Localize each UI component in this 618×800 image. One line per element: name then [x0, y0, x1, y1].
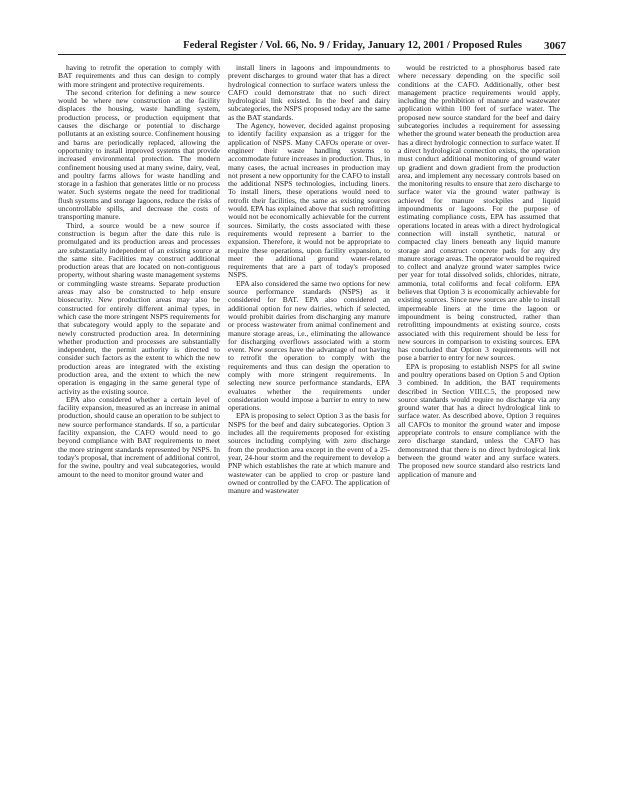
page-number: 3067 [544, 40, 566, 52]
paragraph: install liners in lagoons and impoundments to prevent discharges to ground water that has a direct hydrological connection to surface waters unless the CAFO could demonstrate that no such direct hydrological link existed. In the beef and dairy subcategories, the NSPS proposed today are the same as the BAT standards. [228, 63, 390, 122]
column-1 [58, 64, 220, 479]
paragraph: EPA also considered the same two options for new source performance standards (NSPS) as it considered for BAT. EPA also considered an additional option for new dairies, which if selected, would prohibit dairies from discharging any manure or process wastewater from animal confinement and manure storage areas, i.e., eliminating the allowance for discharging overflows associated with a storm event. New sources have the advantage of not having to retrofit the operation to comply with the requirements and thus can design the operation to comply with more stringent requirements. In selecting new source performance standards, EPA evaluates whether the requirements under consideration would impose a barrier to entry to new operations. [228, 278, 390, 413]
paragraph: would be restricted to a phosphorus based rate where necessary depending on the specific soil conditions at the CAFO. Additionally, other best management practice requirements would apply, including the prohibition of manure and wastewater application within 100 feet of surface water. The proposed new source standard for the beef and dairy subcategories includes a requirement for assessing whether the ground water beneath the production area has a direct hydrologic connection to surface water. If a direct hydrological connection exists, the operation must conduct additional monitoring of ground water up gradient and down gradient from the production area, and implement any necessary controls based on the monitoring results to ensure that zero discharge to surface water via the ground water pathway is achieved for manure stockpiles and liquid impoundments or lagoons. For the purpose of estimating compliance costs, EPA has assumed that operations located in areas with a direct hydrological connection will install synthetic, natural or compacted clay liners beneath any liquid manure storage and construct concrete pads for any dry manure storage areas. The operator would be required to collect and analyze ground water samples twice per year for total dissolved solids, chlorides, nitrate, ammonia, total coliforms and fecal coliform. EPA believes that Option 3 is economically achievable for existing sources. Since new sources are able to install impermeable liners at the time the lagoon or impoundment is being constructed, rather than retrofitting impoundments at existing source, costs associated with this requirement should be less for new sources in comparison to existing sources. EPA has concluded that Option 3 requirements will not pose a barrier to entry for new sources. [398, 63, 560, 363]
paragraph: The second criterion for defining a new source would be where new construction at the facility displaces the housing, waste handling system, production process, or production equipment that causes the discharge or potential to discharge pollutants at an existing source. Confinement housing and barns are periodically replaced, allowing the opportunity to install improved systems that provide increased environmental protection. The modern confinement housing used at many swine, dairy, veal, and poultry farms allows for waste handling and storage in a fashion that generates little or no process water. Such systems negate the need for traditional flush systems and storage lagoons, reduce the risks of uncontrollable spills, and decrease the costs of transporting manure. [58, 87, 220, 222]
paragraph: Third, a source would be a new source if construction is begun after the date this rule is promulgated and its production areas and processes are substantially independent of an existing source at the same site. Facilities may construct additional production areas that are located on non-contiguous property, without sharing waste management systems or commingling waste streams. Separate production areas may also be constructed to help ensure biosecurity. New production areas may also be constructed for entirely different animal types, in which case the more stringent NSPS requirements for that subcategory would apply to the separate and newly constructed production area. In determining whether production and processes are substantially independent, the permit authority is directed to consider such factors as the extent to which the new production areas are integrated with the existing production area, and the extent to which the new operation is engaging in the same general type of activity as the existing source. [58, 220, 220, 396]
paragraph: having to retrofit the operation to comply with BAT requirements and thus can design to comply with more stringent and protective requirements. [58, 63, 220, 89]
paragraph: EPA is proposing to select Option 3 as the basis for NSPS for the beef and dairy subcategories. Option 3 includes all the requirements proposed for existing sources including complying with zero discharge from the production area except in the event of a 25-year, 24-hour storm and the requirement to develop a PNP which establishes the rate at which manure and wastewater can be applied to crop or pasture land owned or controlled by the CAFO. The application of manure and wastewater [228, 411, 390, 496]
column-3 [398, 64, 560, 479]
paragraph: The Agency, however, decided against proposing to identify facility expansion as a trigger for the application of NSPS. Many CAFOs operate or over-engineer their waste handling systems to accommodate future increases in production. Thus, in many cases, the actual increases in production may not present a new opportunity for the CAFO to install the additional NSPS technologies, including liners. To install liners, these operations would need to retrofit their facilities, the same as existing sources would. EPA has explained above that such retrofitting would not be economically achievable for the current sources. Similarly, the costs associated with these requirements would represent a barrier to the expansion. Therefore, it would not be appropriate to require these operations, upon facility expansion, to meet the additional ground water-related requirements that are a part of today's proposed NSPS. [228, 121, 390, 280]
page-header [58, 40, 566, 55]
column-2 [228, 64, 390, 495]
paragraph: EPA is proposing to establish NSPS for all swine and poultry operations based on Option 5 and Option 3 combined. In addition, the BAT requirements described in Section VIII.C.5, the proposed new source standards would require no discharge via any ground water that has a direct hydrological link to surface water. As described above, Option 3 requires all CAFOs to monitor the ground water and impose appropriate controls to ensure compliance with the zero discharge standard, unless the CAFO has demonstrated that there is no direct hydrological link between the ground water and any surface waters. The proposed new source standard also restricts land application of manure and [398, 361, 560, 479]
running-title: Federal Register / Vol. 66, No. 9 / Friday, January 12, 2001 / Proposed Rules [183, 40, 522, 51]
paragraph: EPA also considered whether a certain level of facility expansion, measured as an increase in animal production, should cause an operation to be subject to new source performance standards. If so, a particular facility expansion, the CAFO would need to go beyond compliance with BAT requirements to meet the more stringent standards represented by NSPS. In today's proposal, that increment of additional control, for the swine, poultry and veal subcategories, would amount to the need to monitor ground water and [58, 394, 220, 479]
